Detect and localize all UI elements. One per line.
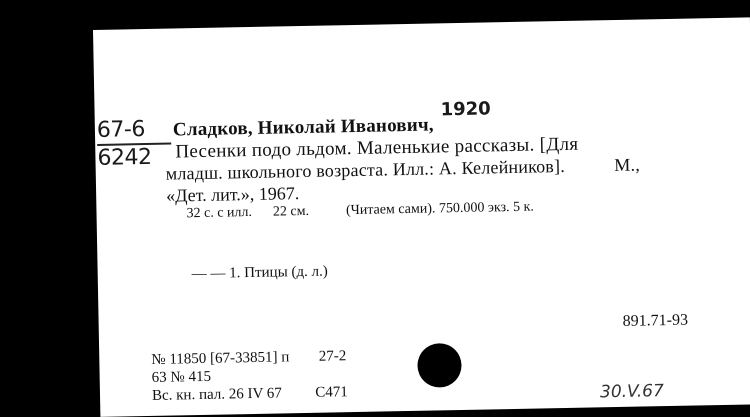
size: 22 см. (272, 203, 310, 220)
registry-line (152, 384, 348, 405)
series-note: (Читаем сами). 750.000 экз. 5 к. (345, 199, 535, 219)
extent: 32 с. с илл. (186, 204, 253, 222)
entry-number: № 11850 [67-33851] п (151, 349, 290, 368)
catalog-card (93, 17, 750, 417)
entry-number-line (151, 348, 346, 369)
publication-place: М., (614, 154, 641, 176)
author-name: Сладков, Николай Иванович, (172, 114, 434, 141)
handwritten-year: 1920 (440, 98, 491, 121)
title-line: Песенки подо льдом. Маленькие рассказы. [Для (175, 133, 579, 163)
call-number-top: 67-6 (96, 117, 146, 143)
subject-heading: — — 1. Птицы (д. л.) (191, 263, 328, 283)
entry-code: 27-2 (318, 348, 347, 365)
punch-hole (417, 343, 462, 388)
handwritten-date: 30.V.67 (599, 381, 664, 403)
classification-number: 891.71-93 (622, 311, 689, 330)
call-number-bottom: 6242 (97, 144, 152, 171)
audience-text: младш. школьного возраста. Илл.: А. Келейников]. (165, 155, 566, 184)
registry-code: С471 (315, 384, 349, 401)
line-63: 63 № 415 (151, 368, 212, 386)
publisher-line: «Дет. лит.», 1967. (166, 183, 300, 206)
registry: Вс. кн. пал. 26 IV 67 (151, 385, 283, 404)
